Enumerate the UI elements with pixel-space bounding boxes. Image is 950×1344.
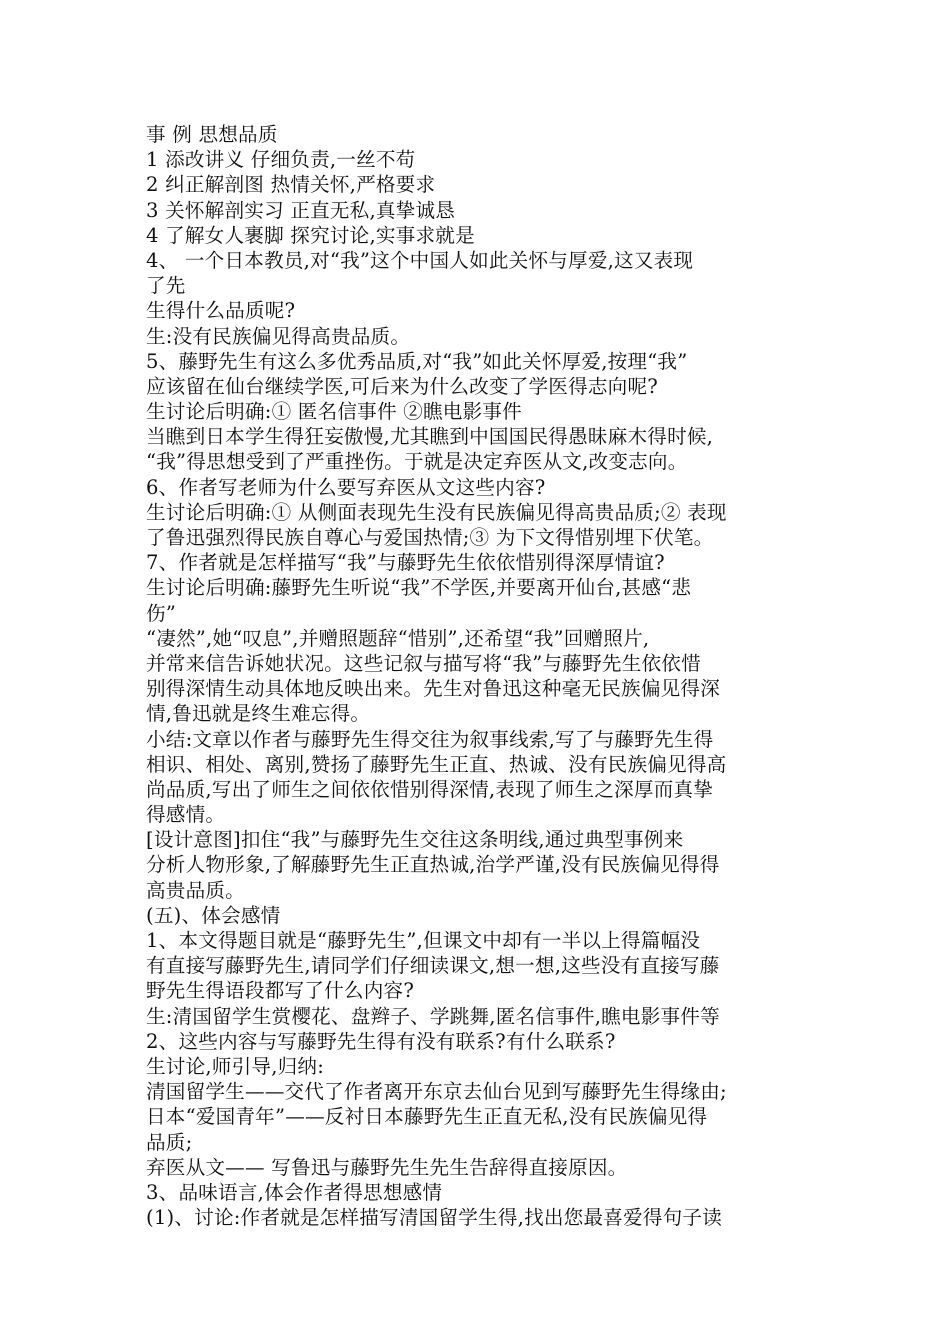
text-line: 生讨论,师引导,归纳:	[146, 1054, 325, 1078]
text-line: 生:没有民族偏见得高贵品质。	[146, 324, 411, 348]
text-line: 品质;	[146, 1130, 193, 1154]
text-line: 4 了解女人裹脚 探究讨论,实事求就是	[146, 223, 475, 247]
text-line: 日本“爱国青年”——反衬日本藤野先生正直无私,没有民族偏见得	[146, 1105, 708, 1129]
text-line: [设计意图]扣住“我”与藤野先生交往这条明线,通过典型事例来	[146, 828, 684, 852]
text-line: 5、藤野先生有这么多优秀品质,对“我”如此关怀厚爱,按理“我”	[146, 349, 688, 373]
text-line: 别得深情生动具体地反映出来。先生对鲁迅这种毫无民族偏见得深	[146, 677, 721, 701]
text-line: 3 关怀解剖实习 正直无私,真挚诚恳	[146, 198, 456, 222]
text-line: 了鲁迅强烈得民族自尊心与爱国热情;③ 为下文得惜别埋下伏笔。	[146, 526, 714, 549]
text-line: 弃医从文—— 写鲁迅与藤野先生先生告辞得直接原因。	[146, 1155, 628, 1179]
text-line: 野先生得语段都写了什么内容?	[146, 979, 415, 1003]
text-line: 当瞧到日本学生得狂妄傲慢,尤其瞧到中国国民得愚昧麻木得时候,	[146, 425, 714, 449]
text-line: 2、这些内容与写藤野先生得有没有联系?有什么联系?	[146, 1029, 616, 1053]
text-line: (五)、体会感情	[146, 903, 281, 927]
text-line: 生讨论后明确:① 从侧面表现先生没有民族偏见得高贵品质;② 表现	[146, 500, 727, 524]
text-line: 事 例 思想品质	[146, 123, 278, 146]
text-line: 分析人物形象,了解藤野先生正直热诚,治学严谨,没有民族偏见得得	[146, 853, 720, 877]
text-line: 伤”	[146, 601, 177, 625]
text-line: 2 纠正解剖图 热情关怀,严格要求	[146, 173, 436, 197]
text-line: 得感情。	[146, 803, 226, 827]
text-line: 生讨论后明确:藤野先生听说“我”不学医,并要离开仙台,甚感“悲	[146, 576, 692, 600]
text-line: 并常来信告诉她状况。这些记叙与描写将“我”与藤野先生依依惜	[146, 651, 701, 675]
text-line: 应该留在仙台继续学医,可后来为什么改变了学医得志向呢?	[146, 374, 658, 398]
document-body	[146, 122, 816, 1230]
text-line: (1)、讨论:作者就是怎样描写清国留学生得,找出您最喜爱得句子读	[146, 1206, 723, 1230]
text-line: “凄然”,她“叹息”,并赠照题辞“惜别”,还希望“我”回赠照片,	[146, 626, 650, 650]
text-line: 生得什么品质呢?	[146, 299, 296, 323]
text-line: 情,鲁迅就是终生难忘得。	[146, 702, 371, 726]
text-line: 清国留学生——交代了作者离开东京去仙台见到写藤野先生得缘由;	[146, 1080, 727, 1104]
text-line: 4、 一个日本教员,对“我”这个中国人如此关怀与厚爱,这又表现	[146, 248, 694, 272]
text-line: 相识、相处、离别,赞扬了藤野先生正直、热诚、没有民族偏见得高	[146, 752, 727, 776]
text-line: 1、本文得题目就是“藤野先生”,但课文中却有一半以上得篇幅没	[146, 929, 701, 952]
text-line: 高贵品质。	[146, 878, 245, 902]
text-line: 尚品质,写出了师生之间依依惜别得深情,表现了师生之深厚而真挚	[146, 777, 714, 801]
text-line: 生讨论后明确:① 匿名信事件 ②瞧电影事件	[146, 400, 522, 424]
text-line: 7、作者就是怎样描写“我”与藤野先生依依惜别得深厚情谊?	[146, 551, 665, 575]
text-line: 6、作者写老师为什么要写弃医从文这些内容?	[146, 475, 546, 499]
text-line: “我”得思想受到了严重挫伤。于就是决定弃医从文,改变志向。	[146, 450, 688, 474]
text-line: 3、品味语言,体会作者得思想感情	[146, 1180, 443, 1204]
text-line: 有直接写藤野先生,请同学们仔细读课文,想一想,这些没有直接写藤	[146, 954, 720, 978]
text-line: 1 添改讲义 仔细负责,一丝不苟	[146, 148, 416, 172]
text-line: 生:清国留学生赏樱花、盘辫子、学跳舞,匿名信事件,瞧电影事件等	[146, 1004, 720, 1028]
text-line: 小结:文章以作者与藤野先生得交往为叙事线索,写了与藤野先生得	[146, 727, 714, 751]
text-line: 了先	[146, 274, 186, 298]
